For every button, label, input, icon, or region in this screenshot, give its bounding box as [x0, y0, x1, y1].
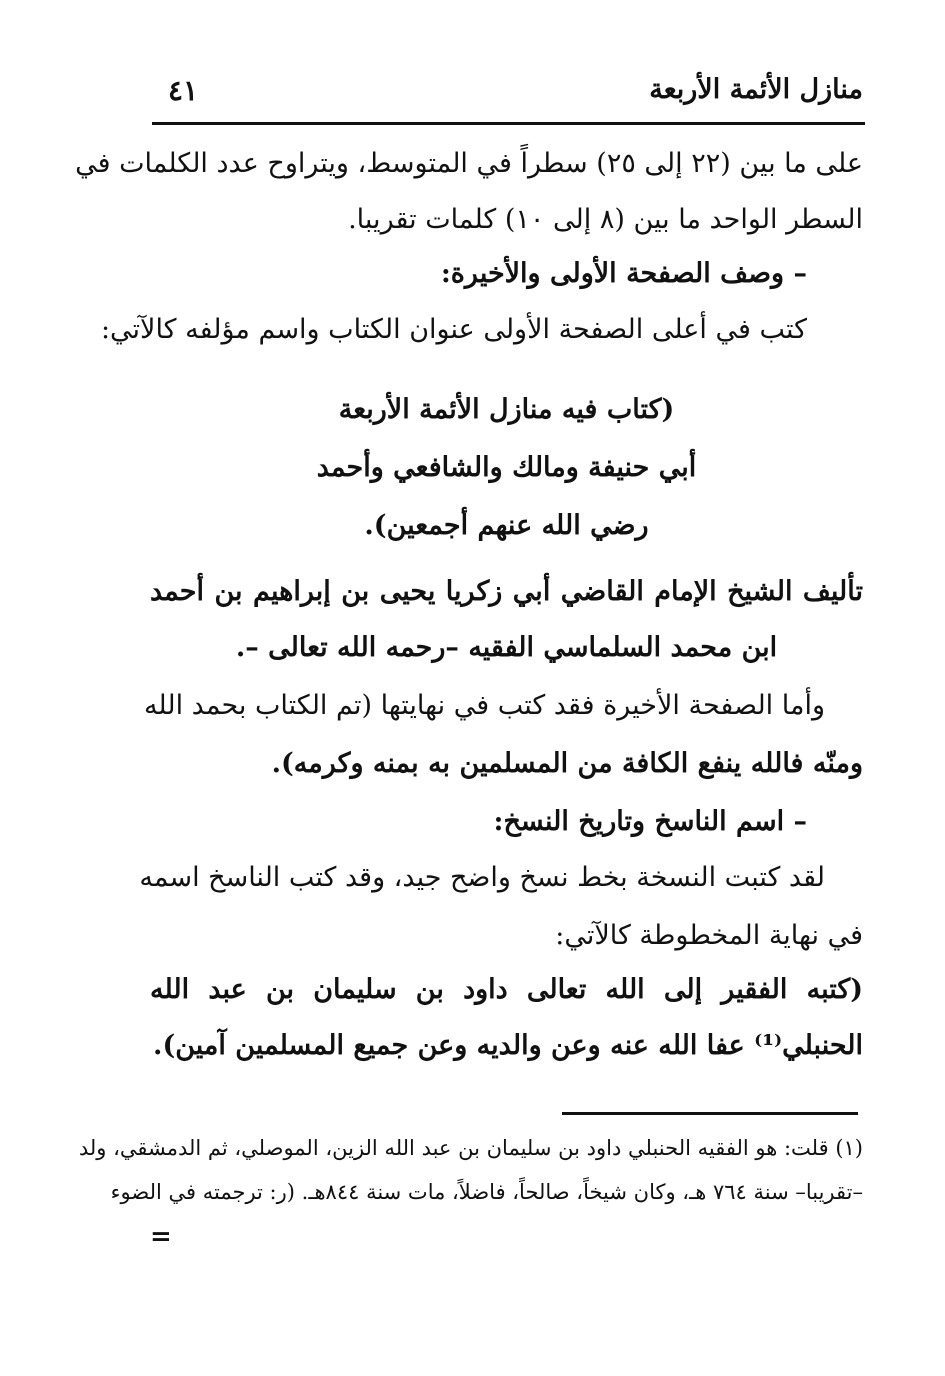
header-rule	[152, 122, 865, 125]
title-block-line-3: رضي الله عنهم أجمعين).	[364, 510, 649, 541]
body-line-3: كتب في أعلى الصفحة الأولى عنوان الكتاب واسم مؤلفه كالآتي:	[100, 314, 807, 345]
copyist-line-1: لقد كتبت النسخة بخط نسخ واضح جيد، وقد كتب الناسخ اسمه	[139, 862, 825, 893]
author-line-1: تأليف الشيخ الإمام القاضي أبي زكريا يحيى بن إبراهيم بن أحمد	[150, 576, 863, 607]
footnote-line-2: –تقريبا– سنة ٧٦٤ هـ، وكان شيخاً، صالحاً، فاضلاً، مات سنة ٨٤٤هـ. (ر: ترجمته في الضوء	[110, 1180, 863, 1204]
header-title: منازل الأئمة الأربعة	[649, 74, 863, 105]
last-page-line-2: ومنّه فالله ينفع الكافة من المسلمين به بمنه وكرمه).	[271, 748, 863, 779]
title-block-line-1: (كتاب فيه منازل الأئمة الأربعة	[338, 394, 675, 425]
footnote-continuation-mark: =	[150, 1222, 172, 1252]
footnote-line-1: (١) قلت: هو الفقيه الحنبلي داود بن سليمان بن عبد الله الزين، الموصلي، ثم الدمشقي، ولد	[78, 1136, 863, 1160]
colophon-line-1: (كتبه الفقير إلى الله تعالى داود بن سليمان بن عبد الله	[150, 974, 863, 1005]
footnote-rule	[562, 1112, 858, 1115]
copyist-line-2: في نهاية المخطوطة كالآتي:	[555, 920, 863, 951]
title-block-line-2: أبي حنيفة ومالك والشافعي وأحمد	[316, 452, 697, 483]
body-line-2: السطر الواحد ما بين (٨ إلى ١٠) كلمات تقريبا.	[348, 204, 863, 235]
last-page-line-1: وأما الصفحة الأخيرة فقد كتب في نهايتها (تم الكتاب بحمد الله	[143, 690, 825, 721]
colophon-line-2: الحنبلي⁽¹⁾ عفا الله عنه وعن والديه وعن جميع المسلمين آمين).	[153, 1030, 863, 1061]
section-heading-copyist: – اسم الناسخ وتاريخ النسخ:	[493, 806, 807, 837]
body-line-1: على ما بين (٢٢ إلى ٢٥) سطراً في المتوسط، ويتراوح عدد الكلمات في	[75, 148, 863, 179]
running-header	[150, 74, 863, 118]
section-heading-pages: – وصف الصفحة الأولى والأخيرة:	[440, 258, 807, 289]
page-number: ٤١	[168, 74, 199, 107]
author-line-2: ابن محمد السلماسي الفقيه –رحمه الله تعالى –.	[235, 632, 778, 663]
